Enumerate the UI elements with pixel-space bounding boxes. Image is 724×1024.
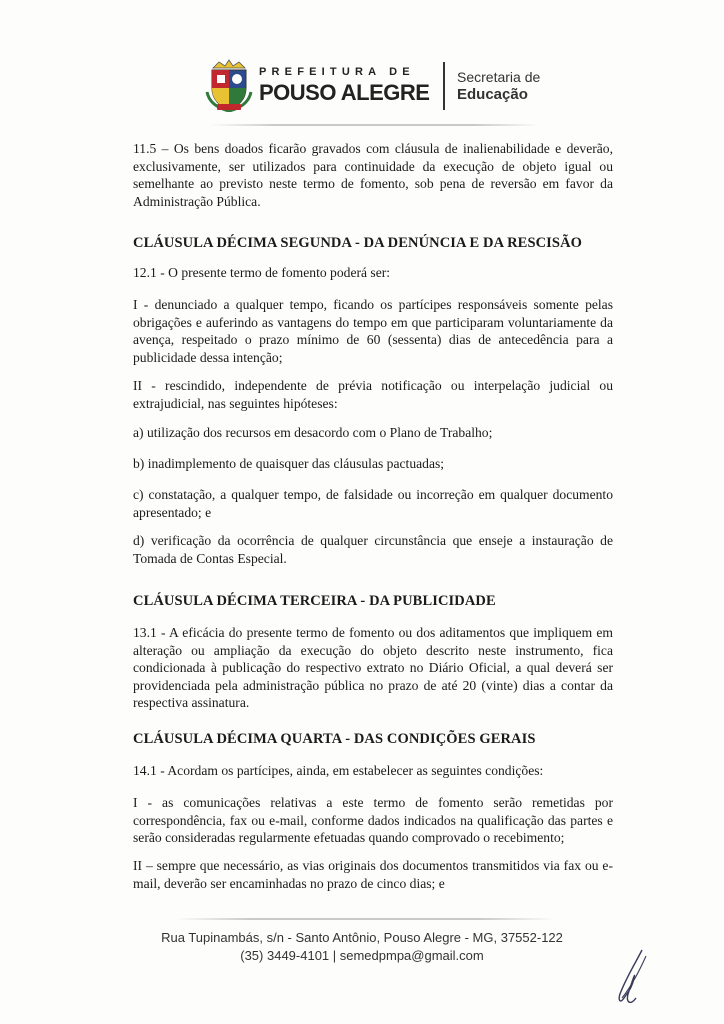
department-line-1: Secretaria de [457,69,541,85]
paragraph-14-I: I - as comunicações relativas a este termo de fomento serão remetidas por correspondência, fax ou e-mail, conforme dados indicados na qualificação das partes e serão consideradas regularmente efetuadas quando comprovado o recebimento; [133,795,613,845]
paragraph-12-d: d) verificação da ocorrência de qualquer circunstância que enseje a instauração de Tomada de Contas Especial. [133,533,613,566]
heading-clause-13: CLÁUSULA DÉCIMA TERCEIRA - DA PUBLICIDADE [133,593,496,609]
initials-signature-icon [612,948,652,1012]
paragraph-12-b: b) inadimplemento de quaisquer das cláusulas pactuadas; [133,456,445,471]
footer-address: Rua Tupinambás, s/n - Santo Antônio, Pouso Alegre - MG, 37552-122 [161,930,563,945]
paragraph-14-1: 14.1 - Acordam os partícipes, ainda, em estabelecer as seguintes condições: [133,763,544,778]
brand-top-text: PREFEITURA DE [259,66,415,78]
footer-contact: (35) 3449-4101 | semedpmpa@gmail.com [240,948,484,963]
coat-of-arms-icon [205,58,253,112]
heading-clause-12: CLÁUSULA DÉCIMA SEGUNDA - DA DENÚNCIA E DA RESCISÃO [133,235,583,251]
header-rule [210,124,540,126]
paragraph-11-5: 11.5 – Os bens doados ficarão gravados com cláusula de inalienabilidade e deverão, exclusivamente, ser utilizados para continuidade da execução de objeto igual ou semelhante ao previsto neste termo de fomento, sob pena de reversão em favor da Administração Pública. [133,141,613,209]
footer-rule [175,918,555,920]
heading-clause-14: CLÁUSULA DÉCIMA QUARTA - DAS CONDIÇÕES GERAIS [133,731,536,747]
paragraph-12-c: c) constatação, a qualquer tempo, de falsidade ou incorreção em qualquer documento apresentado; e [133,487,613,520]
paragraph-12-II: II - rescindido, independente de prévia notificação ou interpelação judicial ou extrajudicial, nas seguintes hipóteses: [133,378,613,411]
brand-main-text: POUSO ALEGRE [259,80,430,105]
paragraph-13-1: 13.1 - A eficácia do presente termo de fomento ou dos aditamentos que impliquem em alteração ou ampliação da execução do objeto descrito neste instrumento, fica condicionada à publicação do respectivo extrato no Diário Oficial, a qual deverá ser providenciada pela administração pública no prazo de até 20 (vinte) dias a contar da respectiva assinatura. [133,625,613,710]
department-line-2: Educação [457,86,528,103]
paragraph-14-II: II – sempre que necessário, as vias originais dos documentos transmitidos via fax ou e-mail, deverão ser encaminhadas no prazo de cinco dias; e [133,858,613,891]
letterhead [205,58,565,114]
header-divider [443,62,445,110]
paragraph-12-I: I - denunciado a qualquer tempo, ficando os partícipes responsáveis somente pelas obrigações e auferindo as vantagens do tempo em que participaram voluntariamente da avença, respeitado o prazo mínimo de 60 (sessenta) dias de antecedência para a publicidade dessa intenção; [133,297,613,365]
paragraph-12-1: 12.1 - O presente termo de fomento poderá ser: [133,265,391,280]
paragraph-12-a: a) utilização dos recursos em desacordo com o Plano de Trabalho; [133,425,493,440]
department-name [457,68,540,104]
